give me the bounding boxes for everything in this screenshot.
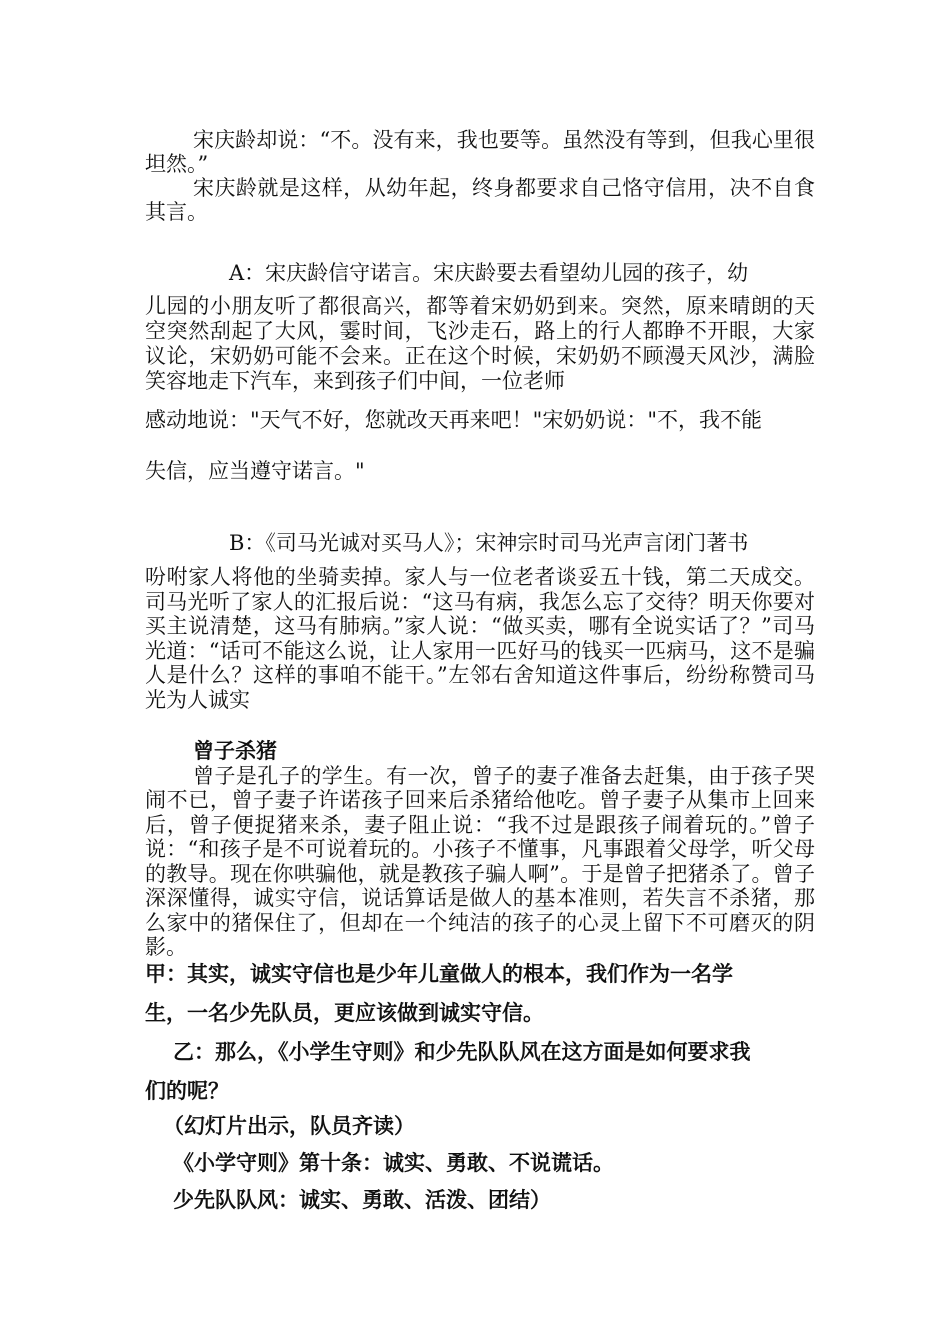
paragraph-a-heading: A：宋庆龄信守诺言。宋庆龄要去看望幼儿园的孩子，幼	[229, 261, 749, 285]
team-style-line: 少先队队风：诚实、勇敢、活泼、团结）	[173, 1188, 551, 1212]
dialogue-yi-line2: 们的呢？	[145, 1079, 229, 1103]
dialogue-jia-line2: 生，一名少先队员，更应该做到诚实守信。	[145, 1001, 544, 1025]
section-title: 曾子杀猪	[193, 739, 277, 763]
paragraph-a-end: 失信，应当遵守诺言。"	[145, 459, 365, 483]
paragraph-text: 宋庆龄却说：“不。没有来，我也要等。虽然没有等到，但我心里很坦然。”	[145, 128, 815, 176]
dialogue-yi-line1: 乙：那么，《小学生守则》和少先队队风在这方面是如何要求我	[173, 1040, 751, 1064]
slide-note: （幻灯片出示，队员齐读）	[163, 1114, 415, 1138]
paragraph-b-heading: B：《司马光诚对买马人》；宋神宗时司马光声言闭门著书	[229, 531, 749, 555]
paragraph-text: 曾子是孔子的学生。有一次，曾子的妻子准备去赶集，由于孩子哭闹不已，曾子妻子许诺孩子回来后杀猪给他吃。曾子妻子从集市上回来后，曾子便捉猪来杀，妻子阻止说：“我不过是跟孩子闹着玩的。”曾子说：“和孩子是不可说着玩的。小孩子不懂事，凡事跟着父母学，听父母的教导。现在你哄骗他，就是教孩子骗人啊”。于是曾子把猪杀了。曾子深深懂得，诚实守信，说话算话是做人的基本准则，若失言不杀猪，那么家中的猪保住了，但却在一个纯洁的孩子的心灵上留下不可磨灭的阴影。	[145, 763, 815, 959]
rule-line: 《小学守则》第十条：诚实、勇敢、不说谎话。	[173, 1151, 614, 1175]
paragraph-a-body: 儿园的小朋友听了都很高兴，都等着宋奶奶到来。突然，原来晴朗的天空突然刮起了大风，霎时间，飞沙走石，路上的行人都睁不开眼，大家议论，宋奶奶可能不会来。正在这个时候，宋奶奶不顾漫天风沙，满脸笑容地走下汽车，来到孩子们中间，一位老师	[145, 294, 815, 393]
paragraph-b-body: 吩咐家人将他的坐骑卖掉。家人与一位老者谈妥五十钱，第二天成交。司马光听了家人的汇报后说：“这马有病，我怎么忘了交待？明天你要对买主说清楚，这马有肺病。”家人说：“做买卖，哪有全说实话了？”司马光道：“话可不能这么说，让人家用一匹好马的钱买一匹病马，这不是骗人是什么？这样的事咱不能干。”左邻右舍知道这件事后，纷纷称赞司马光为人诚实	[145, 565, 815, 712]
section-zengzi	[145, 739, 815, 960]
paragraph-text: 宋庆龄就是这样，从幼年起，终身都要求自己恪守信用，决不自食其言。	[145, 176, 815, 224]
paragraph-song-reply	[145, 128, 815, 224]
dialogue-jia-line1: 甲：其实，诚实守信也是少年儿童做人的根本，我们作为一名学	[145, 962, 733, 986]
paragraph-a-quote: 感动地说："天气不好，您就改天再来吧！"宋奶奶说："不，我不能	[145, 408, 762, 432]
